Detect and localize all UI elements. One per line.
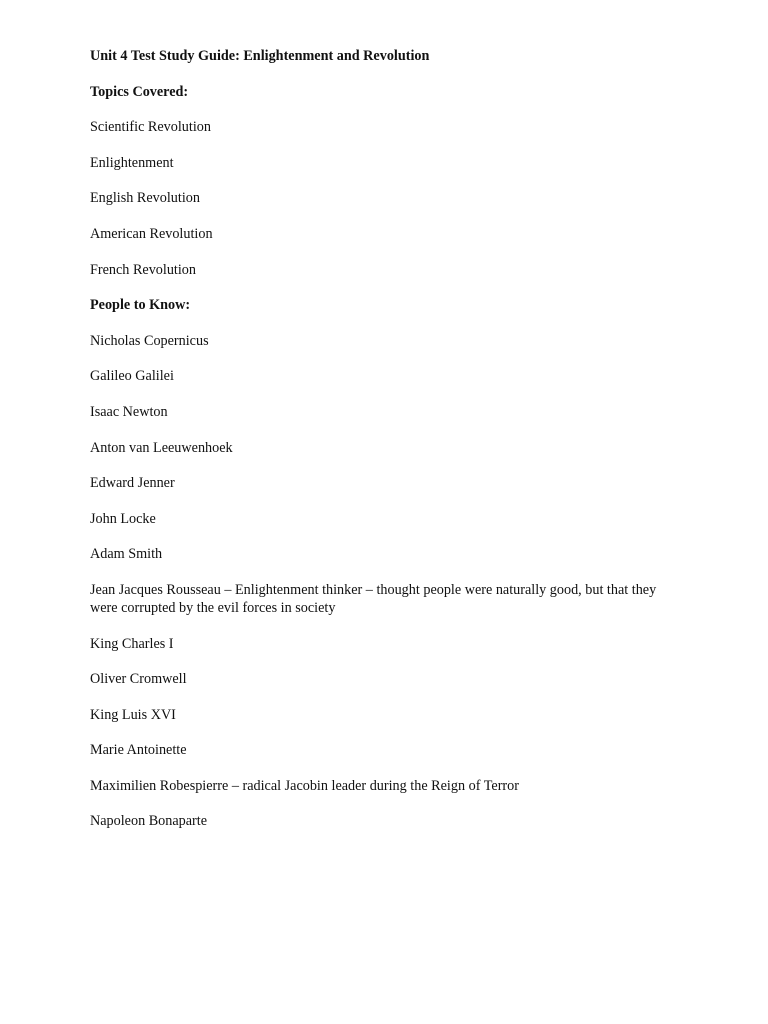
topic-item: American Revolution bbox=[90, 225, 213, 242]
people-heading: People to Know: bbox=[90, 297, 191, 314]
topic-item: Enlightenment bbox=[90, 154, 174, 171]
person-item: Edward Jenner bbox=[90, 475, 175, 492]
person-item: Oliver Cromwell bbox=[90, 671, 187, 688]
person-item: Napoleon Bonaparte bbox=[90, 813, 208, 830]
person-item: Nicholas Copernicus bbox=[90, 332, 209, 349]
topic-item: French Revolution bbox=[90, 261, 196, 278]
person-item: Anton van Leeuwenhoek bbox=[90, 439, 233, 456]
document-title: Unit 4 Test Study Guide: Enlightenment and Revolution bbox=[90, 48, 430, 64]
person-item: Isaac Newton bbox=[90, 403, 168, 420]
person-item: Adam Smith bbox=[90, 546, 163, 563]
topics-list bbox=[90, 118, 680, 278]
person-item: King Charles I bbox=[90, 635, 174, 652]
topic-item: Scientific Revolution bbox=[90, 119, 211, 136]
person-item: Marie Antoinette bbox=[90, 742, 187, 759]
people-list bbox=[90, 332, 680, 831]
person-item: Galileo Galilei bbox=[90, 368, 174, 385]
document-body bbox=[90, 47, 680, 848]
topic-item: English Revolution bbox=[90, 190, 200, 207]
person-item: King Luis XVI bbox=[90, 706, 176, 723]
person-item: John Locke bbox=[90, 510, 156, 527]
person-item: Maximilien Robespierre – radical Jacobin leader during the Reign of Terror bbox=[90, 777, 519, 794]
topics-heading: Topics Covered: bbox=[90, 83, 189, 100]
person-item: Jean Jacques Rousseau – Enlightenment thinker – thought people were naturally good, but that they were corrupted by the evil forces in society bbox=[90, 581, 657, 616]
